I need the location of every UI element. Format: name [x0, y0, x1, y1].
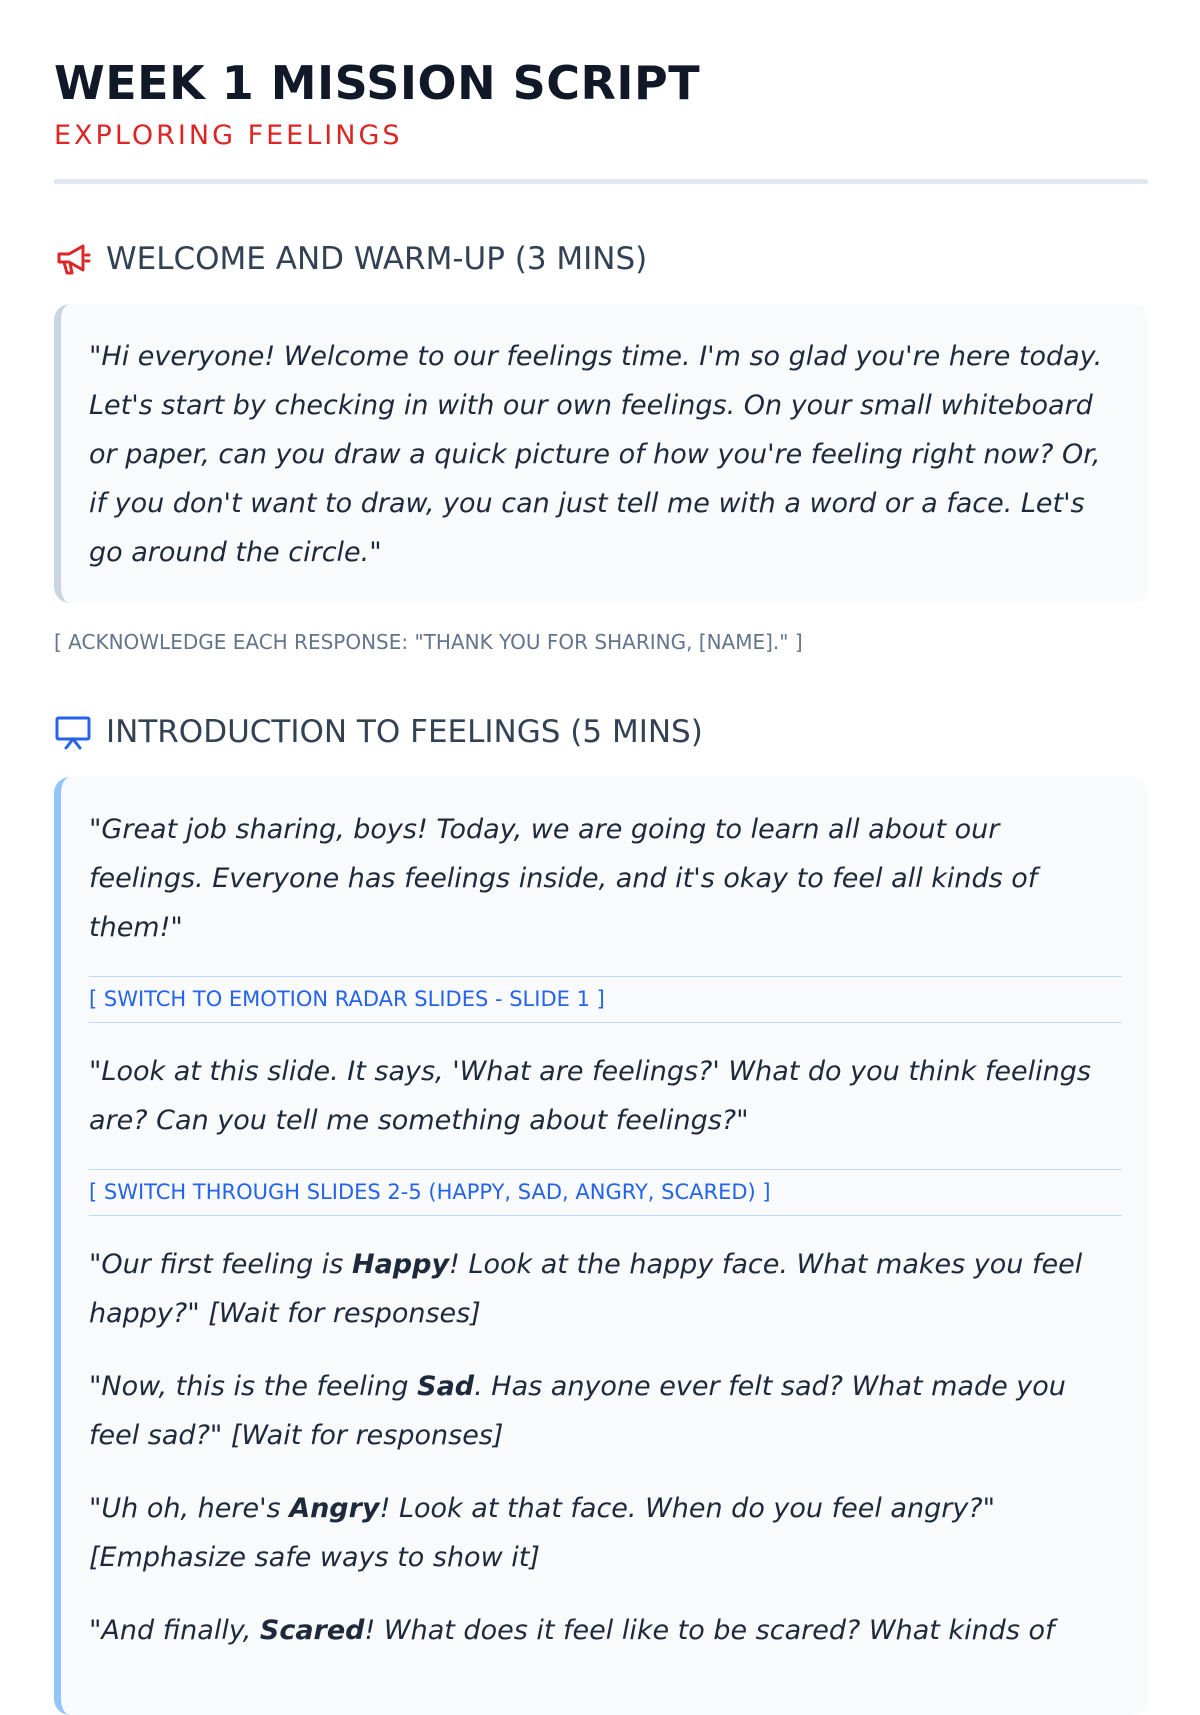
- feeling-word: Happy: [351, 1249, 450, 1280]
- section-welcome: [54, 238, 1146, 655]
- section-introduction: [54, 711, 1146, 1715]
- script-box: [54, 304, 1148, 603]
- section-title: WELCOME AND WARM-UP (3 MINS): [106, 241, 648, 277]
- header-divider: [54, 179, 1148, 184]
- paragraph-text: ! Look at the happy face. What makes you feel happy?" [Wait for responses]: [89, 1249, 1083, 1329]
- paragraph-text: ! Look at that face. When do you feel angry?" [Emphasize safe ways to show it]: [89, 1493, 996, 1573]
- feeling-word: Scared: [259, 1615, 365, 1646]
- section-title: INTRODUCTION TO FEELINGS (5 MINS): [106, 714, 703, 750]
- paragraph-text: ! What does it feel like to be scared? What kinds of: [364, 1615, 1055, 1646]
- feeling-word: Sad: [417, 1371, 475, 1402]
- presentation-icon: [54, 713, 92, 751]
- paragraph-text: "Uh oh, here's: [89, 1493, 290, 1524]
- slide-cue: [ SWITCH TO EMOTION RADAR SLIDES - SLIDE 1 ]: [89, 976, 1122, 1023]
- page-subtitle: EXPLORING FEELINGS: [54, 120, 403, 151]
- section-heading: [54, 711, 1146, 753]
- paragraph-text: . Has anyone ever felt sad? What made you feel sad?" [Wait for responses]: [89, 1371, 1066, 1451]
- feeling-happy-paragraph: [89, 1240, 1122, 1338]
- feeling-sad-paragraph: [89, 1362, 1122, 1460]
- page-header: [54, 56, 1146, 184]
- feeling-scared-paragraph: [89, 1606, 1122, 1655]
- page-title: WEEK 1 MISSION SCRIPT: [54, 56, 701, 110]
- paragraph-text: "Now, this is the feeling: [89, 1371, 418, 1402]
- megaphone-icon: [54, 240, 92, 278]
- feeling-word: Angry: [289, 1493, 380, 1524]
- slide-cue: [ SWITCH THROUGH SLIDES 2-5 (HAPPY, SAD, ANGRY, SCARED) ]: [89, 1169, 1122, 1216]
- stage-direction: [ ACKNOWLEDGE EACH RESPONSE: "THANK YOU FOR SHARING, [NAME]." ]: [54, 630, 803, 654]
- script-paragraph: "Hi everyone! Welcome to our feelings time. I'm so glad you're here today. Let's start by checking in with our own feelings. On your small whiteboard or paper, can you draw a quick picture of how you're feeling right now? Or, if you don't want to draw, you can just tell me with a word or a face. Let's go around the circle.": [89, 341, 1103, 568]
- script-paragraph: "Look at this slide. It says, 'What are feelings?' What do you think feelings are? Can you tell me something about feelings?": [89, 1056, 1091, 1136]
- script-paragraph: "Great job sharing, boys! Today, we are going to learn all about our feelings. Everyone has feelings inside, and it's okay to feel all kinds of them!": [89, 814, 1038, 943]
- script-box: [54, 777, 1148, 1715]
- feeling-angry-paragraph: [89, 1484, 1122, 1582]
- section-heading: [54, 238, 1146, 280]
- paragraph-text: "Our first feeling is: [89, 1249, 352, 1280]
- paragraph-text: "And finally,: [89, 1615, 260, 1646]
